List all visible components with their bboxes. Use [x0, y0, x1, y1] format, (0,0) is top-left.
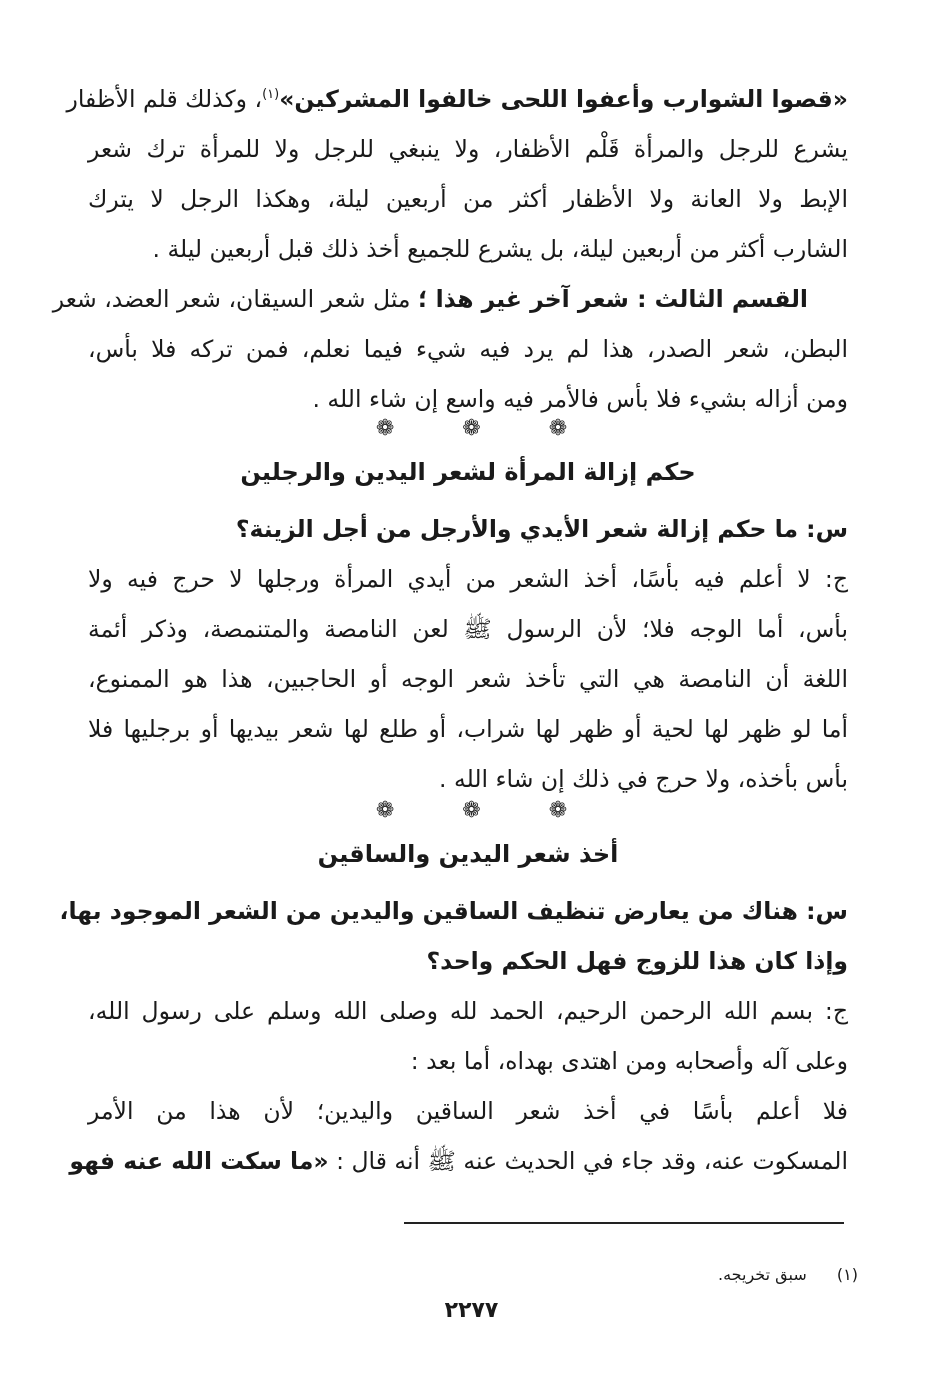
page-number: ٢٢٧٧ [444, 1298, 499, 1323]
text-line: اللغة أن النامصة هي التي تأخذ شعر الوجه أو الحاجبين، هذا هو الممنوع، [88, 665, 848, 693]
text-fragment: ، وكذلك قلم الأظفار [66, 84, 263, 113]
text-line: بأس، أما الوجه فلا؛ لأن الرسول ﷺ لعن النامصة والمتنمصة، وذكر أئمة [88, 615, 848, 643]
text-line: ومن أزاله بشيء فلا بأس فالأمر فيه واسع إن شاء الله . [312, 384, 848, 413]
question-line: س: ما حكم إزالة شعر الأيدي والأرجل من أجل الزينة؟ [235, 515, 848, 543]
separator-glyph: ❁ [462, 416, 481, 441]
text-line [52, 274, 848, 324]
separator-glyph: ❁ [548, 416, 568, 441]
separator-glyph: ❁ [375, 798, 395, 823]
separator-glyph: ❁ [375, 416, 395, 441]
footnote-divider [404, 1222, 844, 1224]
section-label: القسم الثالث : شعر آخر غير هذا ؛ [418, 284, 808, 313]
text-line: وعلى آله وأصحابه ومن اهتدى بهداه، أما بعد : [410, 1047, 848, 1075]
text-line: أما لو ظهر لها لحية أو ظهر لها شراب، أو طلع لها شعر بيديها أو برجليها فلا [88, 715, 848, 743]
question-line: س: هناك من يعارض تنظيف الساقين واليدين من الشعر الموجود بها، [59, 897, 848, 925]
section-separator [0, 416, 943, 441]
section-separator [0, 798, 943, 823]
footnote-number: (١) [836, 1265, 858, 1284]
text-line: الإبط ولا العانة ولا الأظفار أكثر من أربعين ليلة، وهكذا الرجل لا يترك [88, 184, 848, 213]
text-fragment: المسكوت عنه، وقد جاء في الحديث عنه ﷺ أنه قال : [328, 1147, 848, 1175]
text-line: بأس بأخذه، ولا حرج في ذلك إن شاء الله . [439, 765, 848, 793]
section-2-title: حكم إزالة المرأة لشعر اليدين والرجلين [240, 458, 696, 486]
question-line: وإذا كان هذا للزوج فهل الحكم واحد؟ [426, 947, 848, 975]
hadith-quote: «قصوا الشوارب وأعفوا اللحى خالفوا المشركين» [279, 84, 848, 113]
text-line: البطن، شعر الصدر، هذا لم يرد فيه شيء فيما نعلم، فمن تركه فلا بأس، [88, 334, 848, 363]
text-line [69, 1136, 848, 1186]
text-fragment: مثل شعر السيقان، شعر العضد، شعر [52, 284, 418, 313]
footnote-text: سبق تخريجه. [718, 1265, 807, 1284]
section-1-text [52, 70, 848, 424]
separator-glyph: ❁ [548, 798, 568, 823]
separator-glyph: ❁ [462, 798, 481, 823]
text-line [66, 70, 848, 124]
hadith-quote: «ما سكت الله عنه فهو [69, 1147, 329, 1175]
text-line: فلا أعلم بأسًا في أخذ شعر الساقين واليدين؛ لأن هذا من الأمر [88, 1097, 848, 1125]
text-line: ج: بسم الله الرحمن الرحيم، الحمد لله وصلى الله وسلم على رسول الله، [88, 997, 848, 1025]
text-line: الشارب أكثر من أربعين ليلة، بل يشرع للجميع أخذ ذلك قبل أربعين ليلة . [152, 234, 848, 263]
section-3-text [59, 886, 848, 1186]
text-line: يشرع للرجل والمرأة قَلْم الأظفار، ولا ينبغي للرجل ولا للمرأة ترك شعر [88, 134, 848, 163]
section-3-title: أخذ شعر اليدين والساقين [317, 840, 619, 868]
footnote [88, 1262, 858, 1288]
section-2-text [88, 504, 848, 804]
footnote-ref: (١) [262, 87, 280, 102]
text-line: ج: لا أعلم فيه بأسًا، أخذ الشعر من أيدي المرأة ورجلها لا حرج فيه ولا [88, 565, 848, 593]
